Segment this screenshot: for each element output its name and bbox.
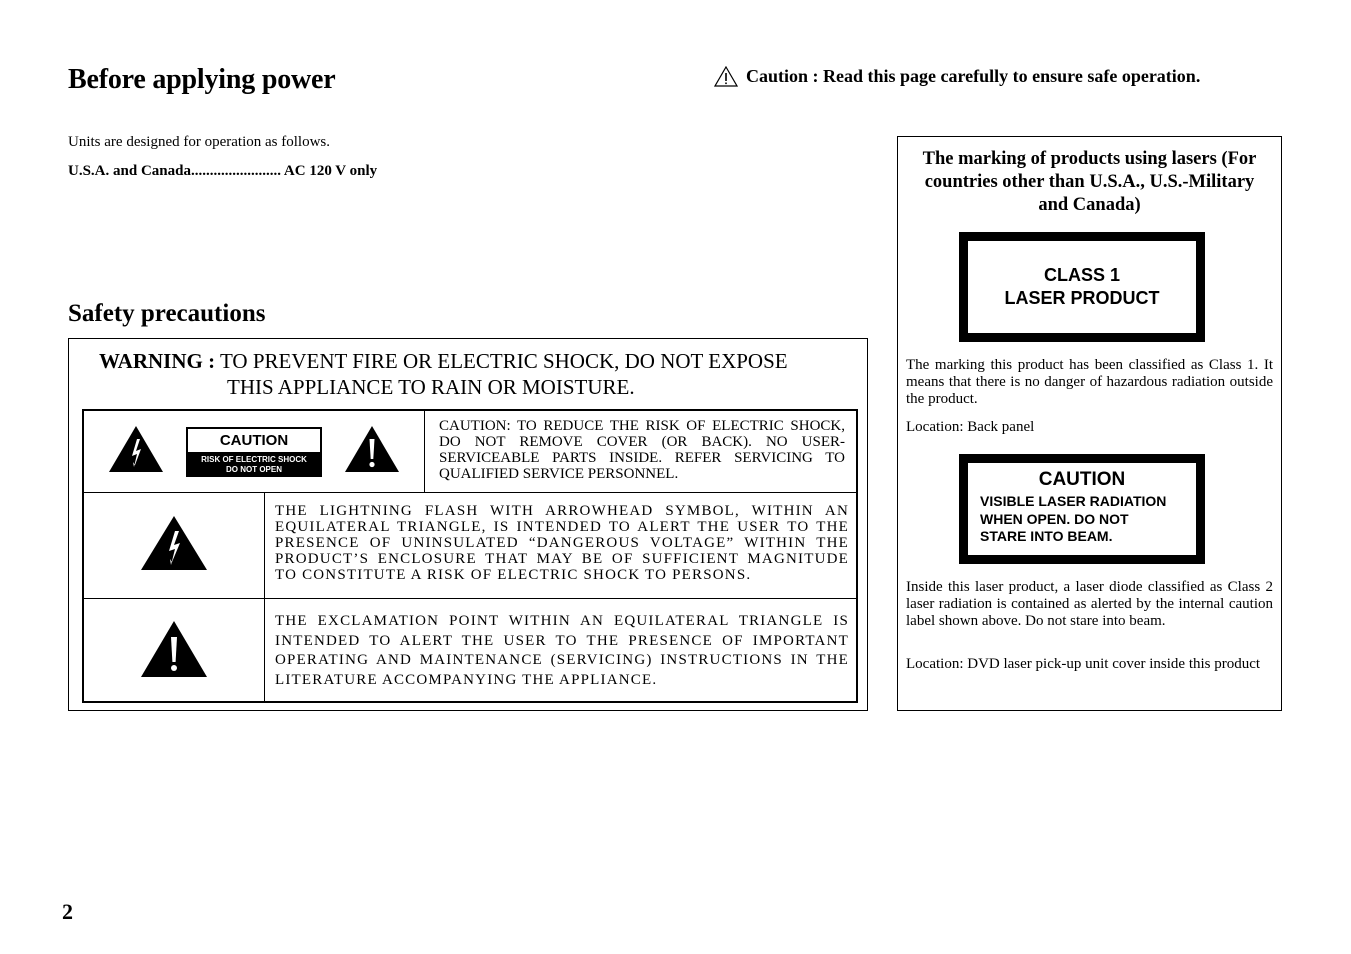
caution-shock-label (186, 427, 322, 477)
exclamation-triangle-icon (140, 620, 208, 683)
symbol-table (82, 409, 858, 703)
lightning-triangle-icon (108, 425, 164, 478)
caution-shock-label-line1: RISK OF ELECTRIC SHOCK (201, 454, 307, 464)
caution-shock-label-line2: DO NOT OPEN (225, 464, 282, 474)
laser-diode-description: Inside this laser product, a laser diode classified as Class 2 laser radiation is contained as alerted by the internal caution label shown above. Do not stare into beam. (906, 579, 1273, 629)
laser-class-description: The marking this product has been classified as Class 1. It means that there is no danger of hazardous radiation outside the product. (906, 357, 1273, 407)
exclamation-row (84, 599, 856, 703)
page-title: Before applying power (68, 64, 336, 95)
caution-row (84, 411, 856, 493)
warning-text (99, 348, 849, 400)
units-region: U.S.A. and Canada (68, 163, 191, 179)
lightning-row (84, 493, 856, 599)
caution-laser-label-line2: WHEN OPEN. DO NOT (980, 510, 1129, 527)
caution-laser-label-body (980, 493, 1196, 546)
exclamation-triangle-icon (344, 425, 400, 478)
class1-label-line2: LASER PRODUCT (1004, 288, 1160, 308)
class1-laser-label (959, 232, 1205, 342)
caution-header-text: Caution : Read this page carefully to ensure safe operation. (746, 66, 1201, 86)
warning-triangle-icon (714, 66, 738, 87)
laser-label-location: Location: Back panel (906, 419, 1035, 435)
caution-header (714, 66, 1200, 87)
caution-laser-label-title: CAUTION (1038, 469, 1126, 490)
units-leader: ........................ (190, 163, 281, 179)
caution-laser-label-line3: STARE INTO BEAM. (980, 528, 1113, 544)
warning-label: WARNING : (99, 349, 216, 373)
units-voltage-line (68, 163, 377, 180)
units-voltage: AC 120 V only (283, 163, 378, 179)
laser-marking-title: The marking of products using lasers (For countries other than U.S.A., U.S.-Military and Canada) (922, 149, 1257, 215)
page-number: 2 (62, 899, 73, 924)
caution-symbols-cell (84, 411, 425, 492)
lightning-triangle-icon (140, 515, 208, 576)
laser-marking-box (897, 136, 1282, 711)
exclamation-text: THE EXCLAMATION POINT WITHIN AN EQUILATERAL TRIANGLE IS INTENDED TO ALERT THE USER TO THE PRESENCE OF IMPORTANT OPERATING AND MAINTENANCE (SERVICING) INSTRUCTIONS IN THE LITERATURE ACCOMPANYING THE APPLIANCE. (275, 613, 849, 688)
caution-text: CAUTION: TO REDUCE THE RISK OF ELECTRIC SHOCK, DO NOT REMOVE COVER (OR BACK). NO USER-SERVICEABLE PARTS INSIDE. REFER SERVICING TO QUALIFIED SERVICE PERSONNEL. (439, 418, 845, 482)
laser-caution-location: Location: DVD laser pick-up unit cover inside this product (906, 656, 1261, 672)
caution-shock-label-title: CAUTION (188, 429, 320, 452)
caution-laser-label-line1: VISIBLE LASER RADIATION (980, 493, 1167, 509)
caution-shock-label-text (187, 452, 321, 475)
safety-title: Safety precautions (68, 300, 266, 327)
exclamation-symbol-cell (84, 599, 265, 703)
warning-line-1: TO PREVENT FIRE OR ELECTRIC SHOCK, DO NOT EXPOSE (219, 349, 788, 373)
warning-line-2: THIS APPLIANCE TO RAIN OR MOISTURE. (227, 375, 635, 399)
units-intro: Units are designed for operation as follows. (68, 134, 331, 150)
class1-label-line1: CLASS 1 (1043, 265, 1121, 285)
safety-precautions-box (68, 338, 868, 711)
caution-laser-label (959, 454, 1205, 564)
lightning-symbol-cell (84, 493, 265, 598)
lightning-text: THE LIGHTNING FLASH WITH ARROWHEAD SYMBOL, WITHIN AN EQUILATERAL TRIANGLE, IS INTENDED TO ALERT THE USER TO THE PRESENCE OF UNINSULATED “DANGEROUS VOLTAGE” WITHIN THE PRODUCT’S ENCLOSURE THAT MAY BE OF SUFFICIENT MAGNITUDE TO CONSTITUTE A RISK OF ELECTRIC SHOCK TO PERSONS. (275, 503, 849, 583)
